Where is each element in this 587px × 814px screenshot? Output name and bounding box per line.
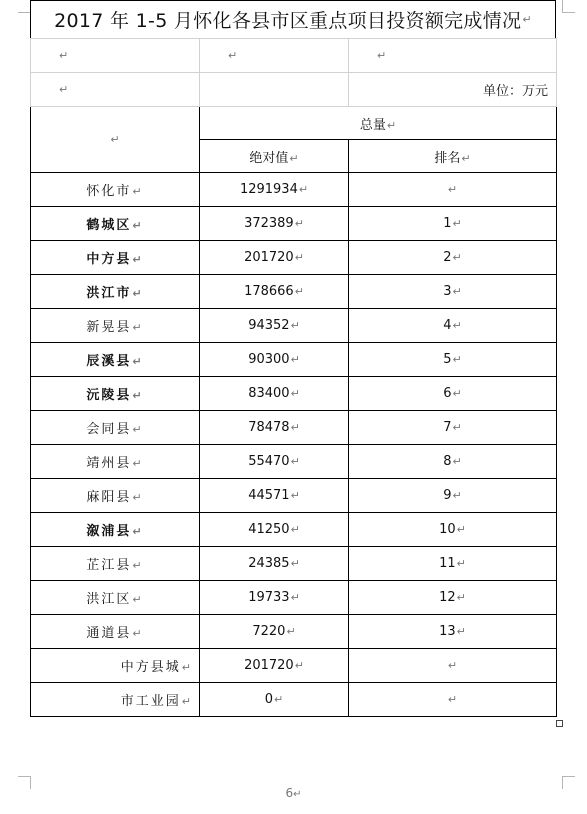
rank-cell: 13 ↵ bbox=[349, 615, 557, 649]
table-row bbox=[31, 683, 557, 717]
region-name-cell: 麻阳县 ↵ bbox=[31, 479, 200, 513]
table-row bbox=[31, 615, 557, 649]
region-name-cell: 中方县城 ↵ bbox=[31, 649, 200, 683]
region-name-cell: 辰溪县 ↵ bbox=[31, 343, 200, 377]
rank-cell: 3 ↵ bbox=[349, 275, 557, 309]
rank-cell bbox=[349, 649, 557, 683]
header-total: 总量 ↵ bbox=[200, 107, 557, 140]
region-name-cell: 鹤城区 ↵ bbox=[31, 207, 200, 241]
region-name-cell: 靖州县 ↵ bbox=[31, 445, 200, 479]
rank-cell bbox=[349, 173, 557, 207]
table-row bbox=[31, 649, 557, 683]
region-name-cell: 通道县 ↵ bbox=[31, 615, 200, 649]
rank-cell: 12 ↵ bbox=[349, 581, 557, 615]
rank-cell: 5 ↵ bbox=[349, 343, 557, 377]
blank-row bbox=[31, 39, 557, 73]
rank-cell bbox=[349, 683, 557, 717]
absolute-value-cell: 44571 ↵ bbox=[200, 479, 349, 513]
table-row bbox=[31, 343, 557, 377]
table-row bbox=[31, 479, 557, 513]
table-row bbox=[31, 207, 557, 241]
rank-cell: 9 ↵ bbox=[349, 479, 557, 513]
region-name-cell: 芷江县 ↵ bbox=[31, 547, 200, 581]
unit-text: 单位：万元 bbox=[482, 84, 548, 99]
unit-label bbox=[349, 73, 557, 107]
table-row bbox=[31, 309, 557, 343]
header-rank: 排名 ↵ bbox=[349, 140, 557, 173]
absolute-value-cell: 178666 ↵ bbox=[200, 275, 349, 309]
table-row bbox=[31, 275, 557, 309]
blank-cell bbox=[31, 73, 200, 107]
region-name-cell: 洪江市 ↵ bbox=[31, 275, 200, 309]
absolute-value-cell: 83400 ↵ bbox=[200, 377, 349, 411]
crop-mark-top-right bbox=[562, 0, 575, 13]
region-name-cell: 新晃县 ↵ bbox=[31, 309, 200, 343]
absolute-value-cell: 41250 ↵ bbox=[200, 513, 349, 547]
table-row bbox=[31, 513, 557, 547]
rank-cell: 1 ↵ bbox=[349, 207, 557, 241]
absolute-value-cell: 78478 ↵ bbox=[200, 411, 349, 445]
table-row bbox=[31, 547, 557, 581]
region-name-cell: 怀化市 ↵ bbox=[31, 173, 200, 207]
rank-cell: 10 ↵ bbox=[349, 513, 557, 547]
rank-cell: 4 ↵ bbox=[349, 309, 557, 343]
absolute-value-cell: 24385 ↵ bbox=[200, 547, 349, 581]
rank-cell: 2 ↵ bbox=[349, 241, 557, 275]
blank-cell bbox=[200, 39, 349, 73]
investment-table bbox=[30, 38, 557, 717]
rank-cell: 6 ↵ bbox=[349, 377, 557, 411]
absolute-value-cell: 201720 ↵ bbox=[200, 241, 349, 275]
header-absolute-value: 绝对值 ↵ bbox=[200, 140, 349, 173]
table-row bbox=[31, 241, 557, 275]
rank-cell: 11 ↵ bbox=[349, 547, 557, 581]
region-name-cell: 市工业园 ↵ bbox=[31, 683, 200, 717]
page-number-text: 6 bbox=[285, 786, 294, 800]
page-number: 6↵ bbox=[285, 786, 302, 800]
absolute-value-cell: 7220 ↵ bbox=[200, 615, 349, 649]
absolute-value-cell: 55470 ↵ bbox=[200, 445, 349, 479]
region-name-cell: 中方县 ↵ bbox=[31, 241, 200, 275]
blank-cell bbox=[200, 73, 349, 107]
table-row bbox=[31, 377, 557, 411]
absolute-value-cell: 19733 ↵ bbox=[200, 581, 349, 615]
table-resize-handle[interactable] bbox=[556, 720, 563, 727]
table-row bbox=[31, 411, 557, 445]
unit-row bbox=[31, 73, 557, 107]
region-name-cell: 溆浦县 ↵ bbox=[31, 513, 200, 547]
absolute-value-cell: 372389 ↵ bbox=[200, 207, 349, 241]
rank-cell: 8 ↵ bbox=[349, 445, 557, 479]
blank-cell bbox=[31, 39, 200, 73]
document-title: 2017 年 1-5 月怀化各县市区重点项目投资额完成情况 ↵ bbox=[30, 0, 556, 38]
rank-cell: 7 ↵ bbox=[349, 411, 557, 445]
region-name-cell: 洪江区 ↵ bbox=[31, 581, 200, 615]
header-corner-cell bbox=[31, 107, 200, 173]
table-row bbox=[31, 173, 557, 207]
region-name-cell: 会同县 ↵ bbox=[31, 411, 200, 445]
absolute-value-cell: 201720 ↵ bbox=[200, 649, 349, 683]
table-row bbox=[31, 445, 557, 479]
blank-cell bbox=[349, 39, 557, 73]
region-name-cell: 沅陵县 ↵ bbox=[31, 377, 200, 411]
header-row-group bbox=[31, 107, 557, 140]
absolute-value-cell: 1291934 ↵ bbox=[200, 173, 349, 207]
absolute-value-cell: 90300 ↵ bbox=[200, 343, 349, 377]
table-row bbox=[31, 581, 557, 615]
absolute-value-cell: 94352 ↵ bbox=[200, 309, 349, 343]
absolute-value-cell: 0 ↵ bbox=[200, 683, 349, 717]
